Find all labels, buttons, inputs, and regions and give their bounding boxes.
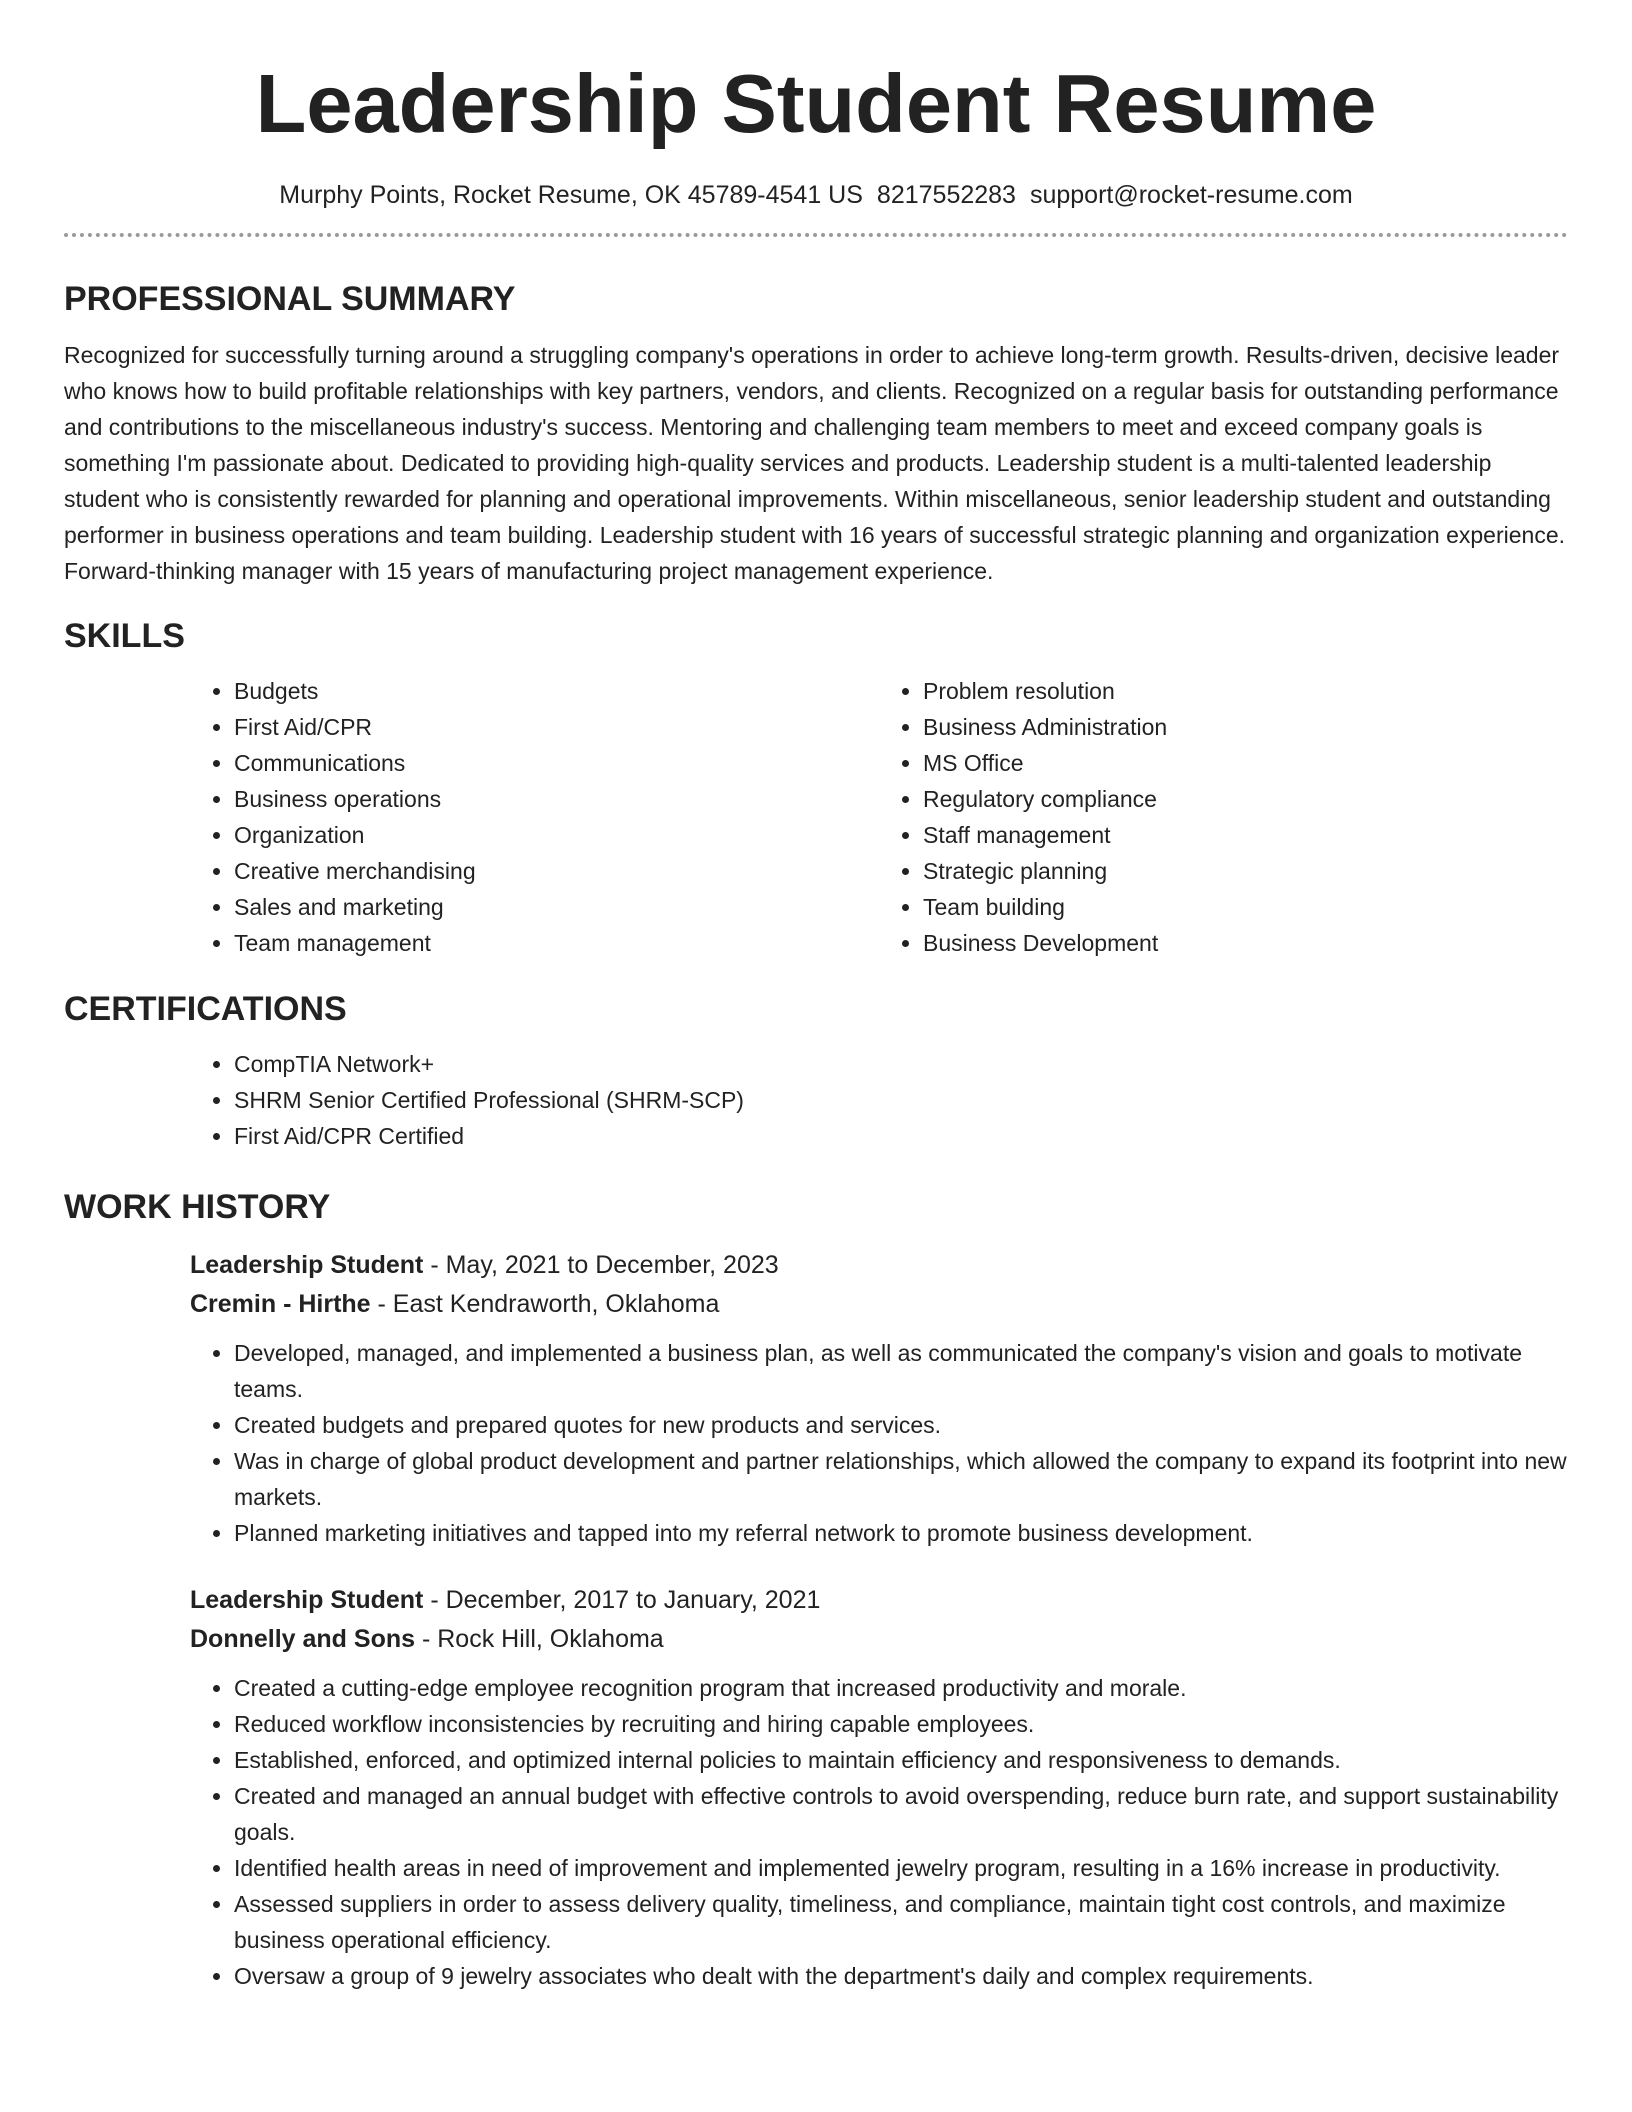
skill-item: • Sales and marketing xyxy=(234,889,879,925)
skill-item: • Problem resolution xyxy=(923,673,1568,709)
resume-page xyxy=(64,0,1568,1994)
job-bullet: • Created a cutting-edge employee recognition program that increased productivity and morale. xyxy=(234,1670,1568,1706)
job-bullet: • Assessed suppliers in order to assess delivery quality, timeliness, and compliance, maintain tight cost controls, and maximize business operational efficiency. xyxy=(234,1886,1568,1958)
skill-item: • Team building xyxy=(923,889,1568,925)
skill-item: • Communications xyxy=(234,745,879,781)
job-bullet: • Established, enforced, and optimized internal policies to maintain efficiency and responsiveness to demands. xyxy=(234,1742,1568,1778)
job-dates: - May, 2021 to December, 2023 xyxy=(423,1251,779,1279)
job-bullet: • Created and managed an annual budget with effective controls to avoid overspending, reduce burn rate, and support sustainability goals. xyxy=(234,1778,1568,1850)
skill-item: • Regulatory compliance xyxy=(923,781,1568,817)
contact-phone: 8217552283 xyxy=(876,181,1016,209)
resume-title: Leadership Student Resume xyxy=(255,57,1377,150)
skill-item: • MS Office xyxy=(923,745,1568,781)
job-title: Leadership Student xyxy=(190,1251,424,1279)
skills-heading: SKILLS xyxy=(64,617,185,655)
certification-item: • First Aid/CPR Certified xyxy=(234,1118,1568,1154)
skills-list xyxy=(190,673,1568,961)
skill-item: • Organization xyxy=(234,817,879,853)
skill-item: • Creative merchandising xyxy=(234,853,879,889)
job-company: Cremin - Hirthe xyxy=(190,1290,371,1318)
skill-item: • Team management xyxy=(234,925,879,961)
skill-item: • Strategic planning xyxy=(923,853,1568,889)
job-bullet: • Identified health areas in need of improvement and implemented jewelry program, resulting in a 16% increase in productivity. xyxy=(234,1850,1568,1886)
skill-item: • First Aid/CPR xyxy=(234,709,879,745)
work-history-heading: WORK HISTORY xyxy=(64,1188,331,1226)
header-divider xyxy=(64,233,1568,237)
skill-item: • Business Administration xyxy=(923,709,1568,745)
job-company: Donnelly and Sons xyxy=(190,1625,416,1653)
contact-line xyxy=(64,179,1568,211)
job-company-line xyxy=(190,1620,1568,1659)
summary-text: Recognized for successfully turning around a struggling company's operations in order to achieve long-term growth. Results-driven, decisive leader who knows how to build profitable relationships with key partners, vendors, and clients. Recognized on a regular basis for outstanding performance and contributions to the miscellaneous industry's success. Mentoring and challenging team members to meet and exceed company goals is something I'm passionate about. Dedicated to providing high-quality services and products. Leadership student is a multi-talented leadership student who is consistently rewarded for planning and operational improvements. Within miscellaneous, senior leadership student and outstanding performer in business operations and team building. Leadership student with 16 years of successful strategic planning and organization experience. Forward-thinking manager with 15 years of manufacturing project management experience. xyxy=(64,342,1566,584)
skills-right-column xyxy=(879,673,1568,961)
job-dates: - December, 2017 to January, 2021 xyxy=(423,1586,821,1614)
job-title: Leadership Student xyxy=(190,1586,424,1614)
job-bullet-list xyxy=(190,1670,1568,1994)
job-bullet: • Was in charge of global product development and partner relationships, which allowed the company to expand its footprint into new markets. xyxy=(234,1443,1568,1515)
job-location: - Rock Hill, Oklahoma xyxy=(415,1625,664,1653)
job-entry xyxy=(190,1581,1568,1994)
contact-address: Murphy Points, Rocket Resume, OK 45789-4541 US xyxy=(279,181,863,209)
skills-left-column xyxy=(190,673,879,961)
job-bullet: • Reduced workflow inconsistencies by recruiting and hiring capable employees. xyxy=(234,1706,1568,1742)
certification-item: • CompTIA Network+ xyxy=(234,1046,1568,1082)
summary-heading: PROFESSIONAL SUMMARY xyxy=(64,280,516,318)
job-bullet: • Developed, managed, and implemented a business plan, as well as communicated the company's vision and goals to motivate teams. xyxy=(234,1335,1568,1407)
job-bullet: • Planned marketing initiatives and tapped into my referral network to promote business development. xyxy=(234,1515,1568,1551)
job-location: - East Kendraworth, Oklahoma xyxy=(370,1290,720,1318)
job-company-line xyxy=(190,1285,1568,1324)
job-title-line xyxy=(190,1581,1568,1620)
skill-item: • Business operations xyxy=(234,781,879,817)
contact-email[interactable]: support@rocket-resume.com xyxy=(1029,181,1353,209)
certifications-list xyxy=(190,1046,1568,1154)
certification-item: • SHRM Senior Certified Professional (SHRM-SCP) xyxy=(234,1082,1568,1118)
job-bullet: • Oversaw a group of 9 jewelry associates who dealt with the department's daily and complex requirements. xyxy=(234,1958,1568,1994)
skill-item: • Business Development xyxy=(923,925,1568,961)
job-bullet-list xyxy=(190,1335,1568,1551)
skill-item: • Staff management xyxy=(923,817,1568,853)
skill-item: • Budgets xyxy=(234,673,879,709)
certifications-heading: CERTIFICATIONS xyxy=(64,990,347,1028)
job-entry xyxy=(190,1246,1568,1551)
job-bullet: • Created budgets and prepared quotes for new products and services. xyxy=(234,1407,1568,1443)
job-title-line xyxy=(190,1246,1568,1285)
